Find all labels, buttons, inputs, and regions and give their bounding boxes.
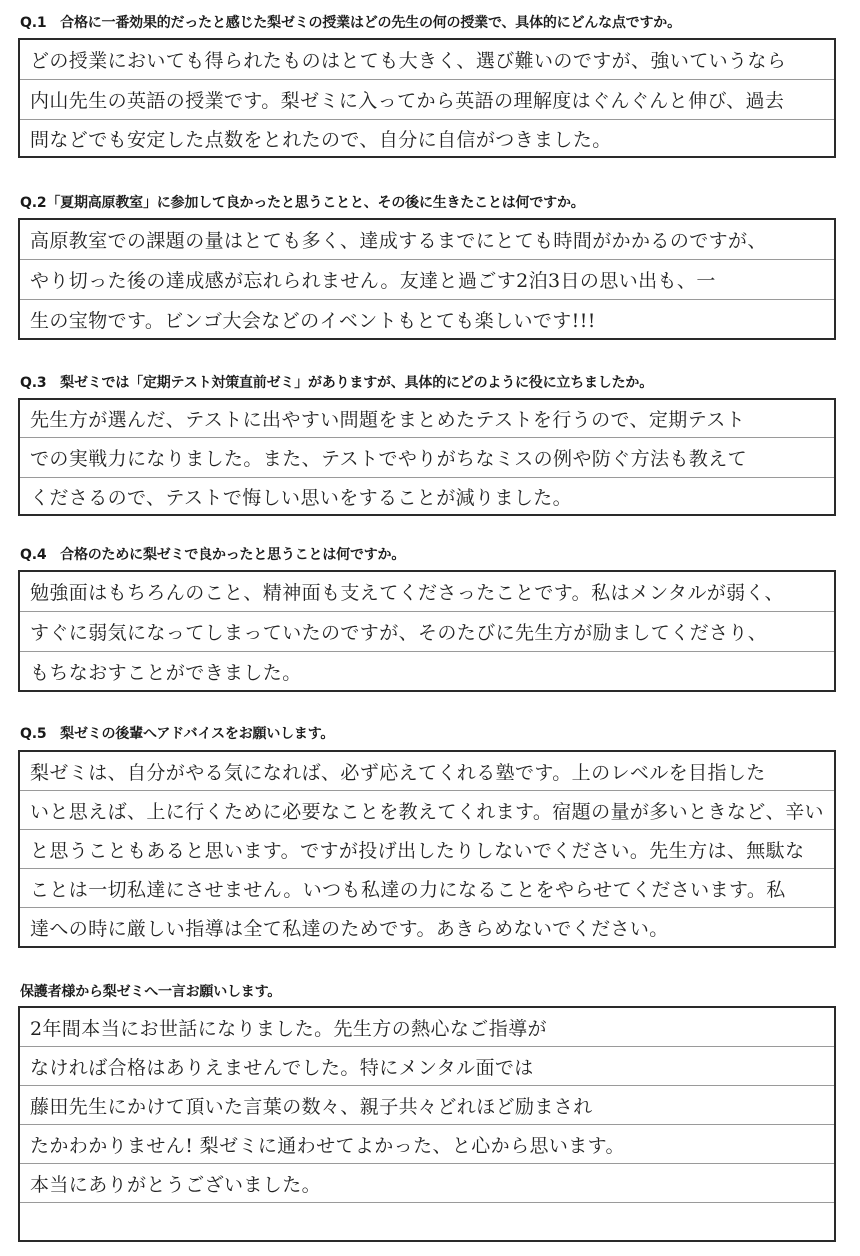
- answer-4-line-1: 勉強面はもちろんのこと、精神面も支えてくださったことです。私はメンタルが弱く、: [20, 572, 834, 612]
- answer-5-line-5: 達への時に厳しい指導は全て私達のためです。あきらめないでください。: [30, 917, 669, 940]
- question-4: Q.4 合格のために梨ゼミで良かったと思うことは何ですか。: [20, 547, 406, 563]
- question-3: Q.3 梨ゼミでは「定期テスト対策直前ゼミ」がありますが、具体的にどのように役に立ちましたか。: [20, 375, 653, 391]
- answer-5-line-4: ことは一切私達にさせません。いつも私達の力になることをやらせてくださいます。私: [20, 869, 834, 908]
- answer-3-line-1: 先生方が選んだ、テストに出やすい問題をまとめたテストを行うので、定期テスト: [20, 400, 834, 438]
- answer-4-line-3: もちなおすことができました。: [30, 661, 302, 684]
- answer-4-line-2: すぐに弱気になってしまっていたのですが、そのたびに先生方が励ましてくださり、: [20, 612, 834, 652]
- answer-2-line-2: やり切った後の達成感が忘れられません。友達と過ごす2泊3日の思い出も、一: [20, 260, 834, 300]
- parent-line-3: 藤田先生にかけて頂いた言葉の数々、親子共々どれほど励まされ: [20, 1086, 834, 1125]
- parent-line-5: 本当にありがとうございました。: [20, 1164, 834, 1203]
- parent-line-1: 2年間本当にお世話になりました。先生方の熱心なご指導が: [20, 1008, 834, 1047]
- parent-message-box: [18, 1006, 836, 1242]
- parent-line-4: たかわかりません! 梨ゼミに通わせてよかった、と心から思います。: [20, 1125, 834, 1164]
- question-1: Q.1 合格に一番効果的だったと感じた梨ゼミの授業はどの先生の何の授業で、具体的にどんな点ですか。: [20, 15, 681, 31]
- answer-box-3: [18, 398, 836, 516]
- answer-2-line-3: 生の宝物です。ビンゴ大会などのイベントもとても楽しいです!!!: [30, 309, 596, 332]
- parent-line-2: なければ合格はありえませんでした。特にメンタル面では: [20, 1047, 834, 1086]
- parent-message-heading: 保護者様から梨ゼミへ一言お願いします。: [20, 984, 282, 1000]
- answer-1-line-2: 内山先生の英語の授業です。梨ゼミに入ってから英語の理解度はぐんぐんと伸び、過去: [20, 80, 834, 120]
- answer-box-2: [18, 218, 836, 340]
- answer-5-line-1: 梨ゼミは、自分がやる気になれば、必ず応えてくれる塾です。上のレベルを目指した: [20, 752, 834, 791]
- question-2: Q.2「夏期高原教室」に参加して良かったと思うことと、その後に生きたことは何ですか。: [20, 195, 585, 211]
- parent-line-6: [20, 1203, 834, 1240]
- question-5: Q.5 梨ゼミの後輩へアドバイスをお願いします。: [20, 726, 335, 742]
- answer-5-line-3: と思うこともあると思います。ですが投げ出したりしないでください。先生方は、無駄な: [20, 830, 834, 869]
- answer-box-5: [18, 750, 836, 948]
- answer-1-line-3: 問などでも安定した点数をとれたので、自分に自信がつきました。: [30, 128, 612, 151]
- answer-3-line-2: での実戦力になりました。また、テストでやりがちなミスの例や防ぐ方法も教えて: [20, 438, 834, 478]
- answer-box-4: [18, 570, 836, 692]
- answer-1-line-1: どの授業においても得られたものはとても大きく、選び難いのですが、強いていうなら: [20, 40, 834, 80]
- answer-2-line-1: 高原教室での課題の量はとても多く、達成するまでにとても時間がかかるのですが、: [20, 220, 834, 260]
- answer-3-line-3: くださるので、テストで悔しい思いをすることが減りました。: [30, 486, 573, 509]
- answer-5-line-2: いと思えば、上に行くために必要なことを教えてくれます。宿題の量が多いときなど、辛い: [20, 791, 834, 830]
- answer-box-1: [18, 38, 836, 158]
